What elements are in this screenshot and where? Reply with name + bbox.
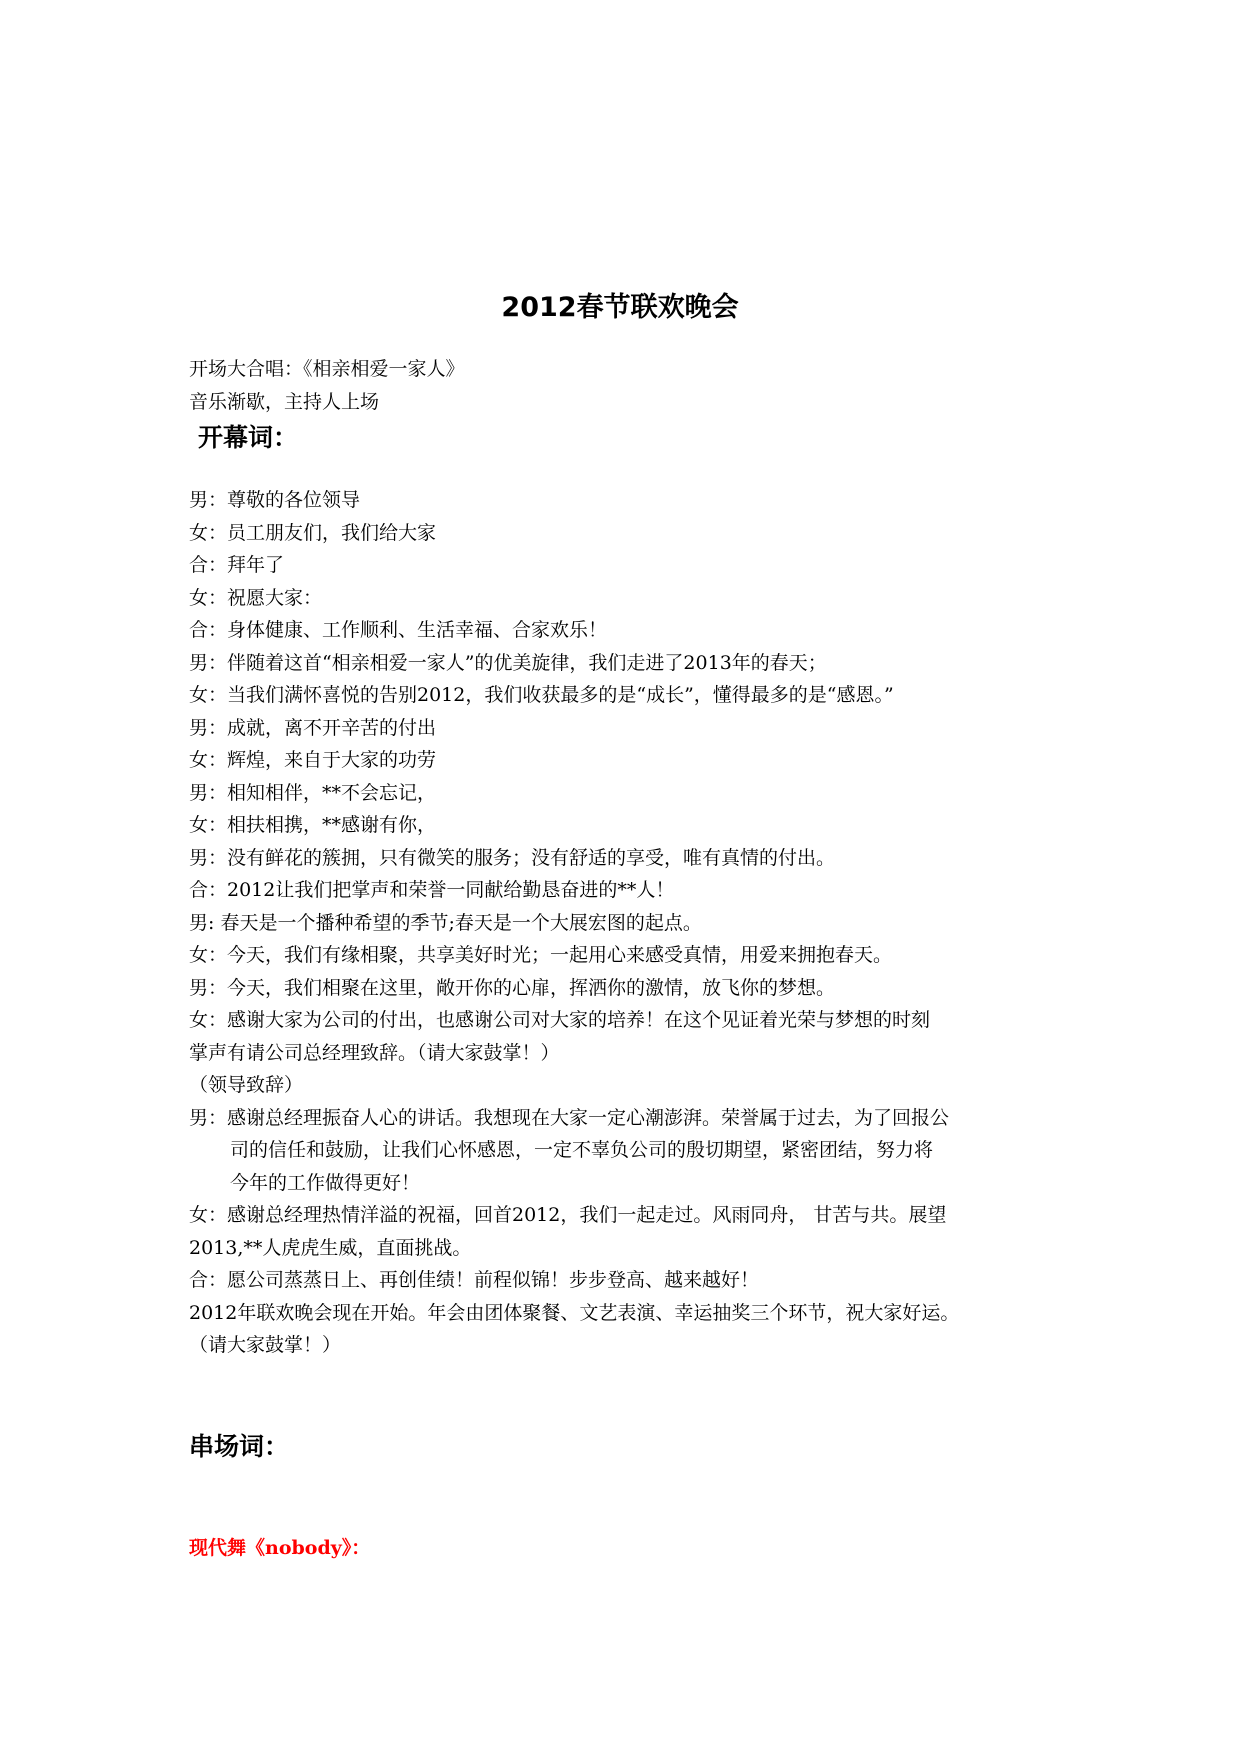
- dialogue-line: 女：当我们满怀喜悦的告别2012，我们收获最多的是“成长”，懂得最多的是“感恩。”: [189, 684, 894, 706]
- dialogue-line: 今年的工作做得更好！: [230, 1172, 421, 1194]
- dialogue-line: 女：今天，我们有缘相聚，共享美好时光；一起用心来感受真情，用爱来拥抱春天。: [189, 944, 893, 966]
- dialogue-line: 合：愿公司蒸蒸日上、再创佳绩！前程似锦！步步登高、越来越好！: [189, 1269, 760, 1291]
- dialogue-line: 男：伴随着这首“相亲相爱一家人”的优美旋律，我们走进了2013年的春天；: [189, 652, 827, 674]
- program-item-title: 现代舞《nobody》：: [189, 1537, 371, 1559]
- dialogue-line: 司的信任和鼓励，让我们心怀感恩，一定不辜负公司的殷切期望，紧密团结，努力将: [230, 1139, 934, 1161]
- intro-line: 开场大合唱：《相亲相爱一家人》: [189, 358, 465, 380]
- dialogue-line: 女：祝愿大家：: [189, 587, 323, 609]
- dialogue-line: 合：拜年了: [189, 554, 285, 576]
- interlude-heading: 串场词：: [189, 1432, 290, 1461]
- dialogue-line: （领导致辞）: [189, 1074, 304, 1096]
- dialogue-line: 女：感谢大家为公司的付出，也感谢公司对大家的培养！在这个见证着光荣与梦想的时刻: [189, 1009, 931, 1031]
- dialogue-line: 女：相扶相携，**感谢有你，: [189, 814, 437, 836]
- dialogue-line: 女：辉煌，来自于大家的功劳: [189, 749, 437, 771]
- dialogue-line: 男: 春天是一个播种希望的季节;春天是一个大展宏图的起点。: [189, 912, 702, 934]
- dialogue-line: 男：相知相伴，**不会忘记，: [189, 782, 437, 804]
- dialogue-line: 男：尊敬的各位领导: [189, 489, 361, 511]
- dialogue-line: 男：成就，离不开辛苦的付出: [189, 717, 437, 739]
- dialogue-line: 合：2012让我们把掌声和荣誉一同献给勤恳奋进的**人！: [189, 879, 675, 901]
- dialogue-line: （请大家鼓掌！）: [189, 1334, 342, 1356]
- document-title: 2012春节联欢晚会: [501, 292, 739, 323]
- dialogue-line: 合：身体健康、工作顺利、生活幸福、合家欢乐！: [189, 619, 608, 641]
- dialogue-line: 男：没有鲜花的簇拥，只有微笑的服务；没有舒适的享受，唯有真情的付出。: [189, 847, 836, 869]
- dialogue-line: 男：感谢总经理振奋人心的讲话。我想现在大家一定心潮澎湃。荣誉属于过去，为了回报公: [189, 1107, 950, 1129]
- opening-heading: 开幕词：: [198, 423, 299, 452]
- dialogue-line: 男：今天，我们相聚在这里，敞开你的心扉，挥洒你的激情，放飞你的梦想。: [189, 977, 836, 999]
- dialogue-line: 女：感谢总经理热情洋溢的祝福，回首2012，我们一起走过。风雨同舟， 甘苦与共。展望: [189, 1204, 947, 1226]
- dialogue-line: 2012年联欢晚会现在开始。年会由团体聚餐、文艺表演、幸运抽奖三个环节，祝大家好运。: [189, 1302, 960, 1324]
- dialogue-line: 掌声有请公司总经理致辞。（请大家鼓掌！）: [189, 1042, 560, 1064]
- dialogue-line: 女：员工朋友们，我们给大家: [189, 522, 437, 544]
- intro-line: 音乐渐歇，主持人上场: [189, 391, 380, 413]
- dialogue-line: 2013,**人虎虎生威，直面挑战。: [189, 1237, 472, 1259]
